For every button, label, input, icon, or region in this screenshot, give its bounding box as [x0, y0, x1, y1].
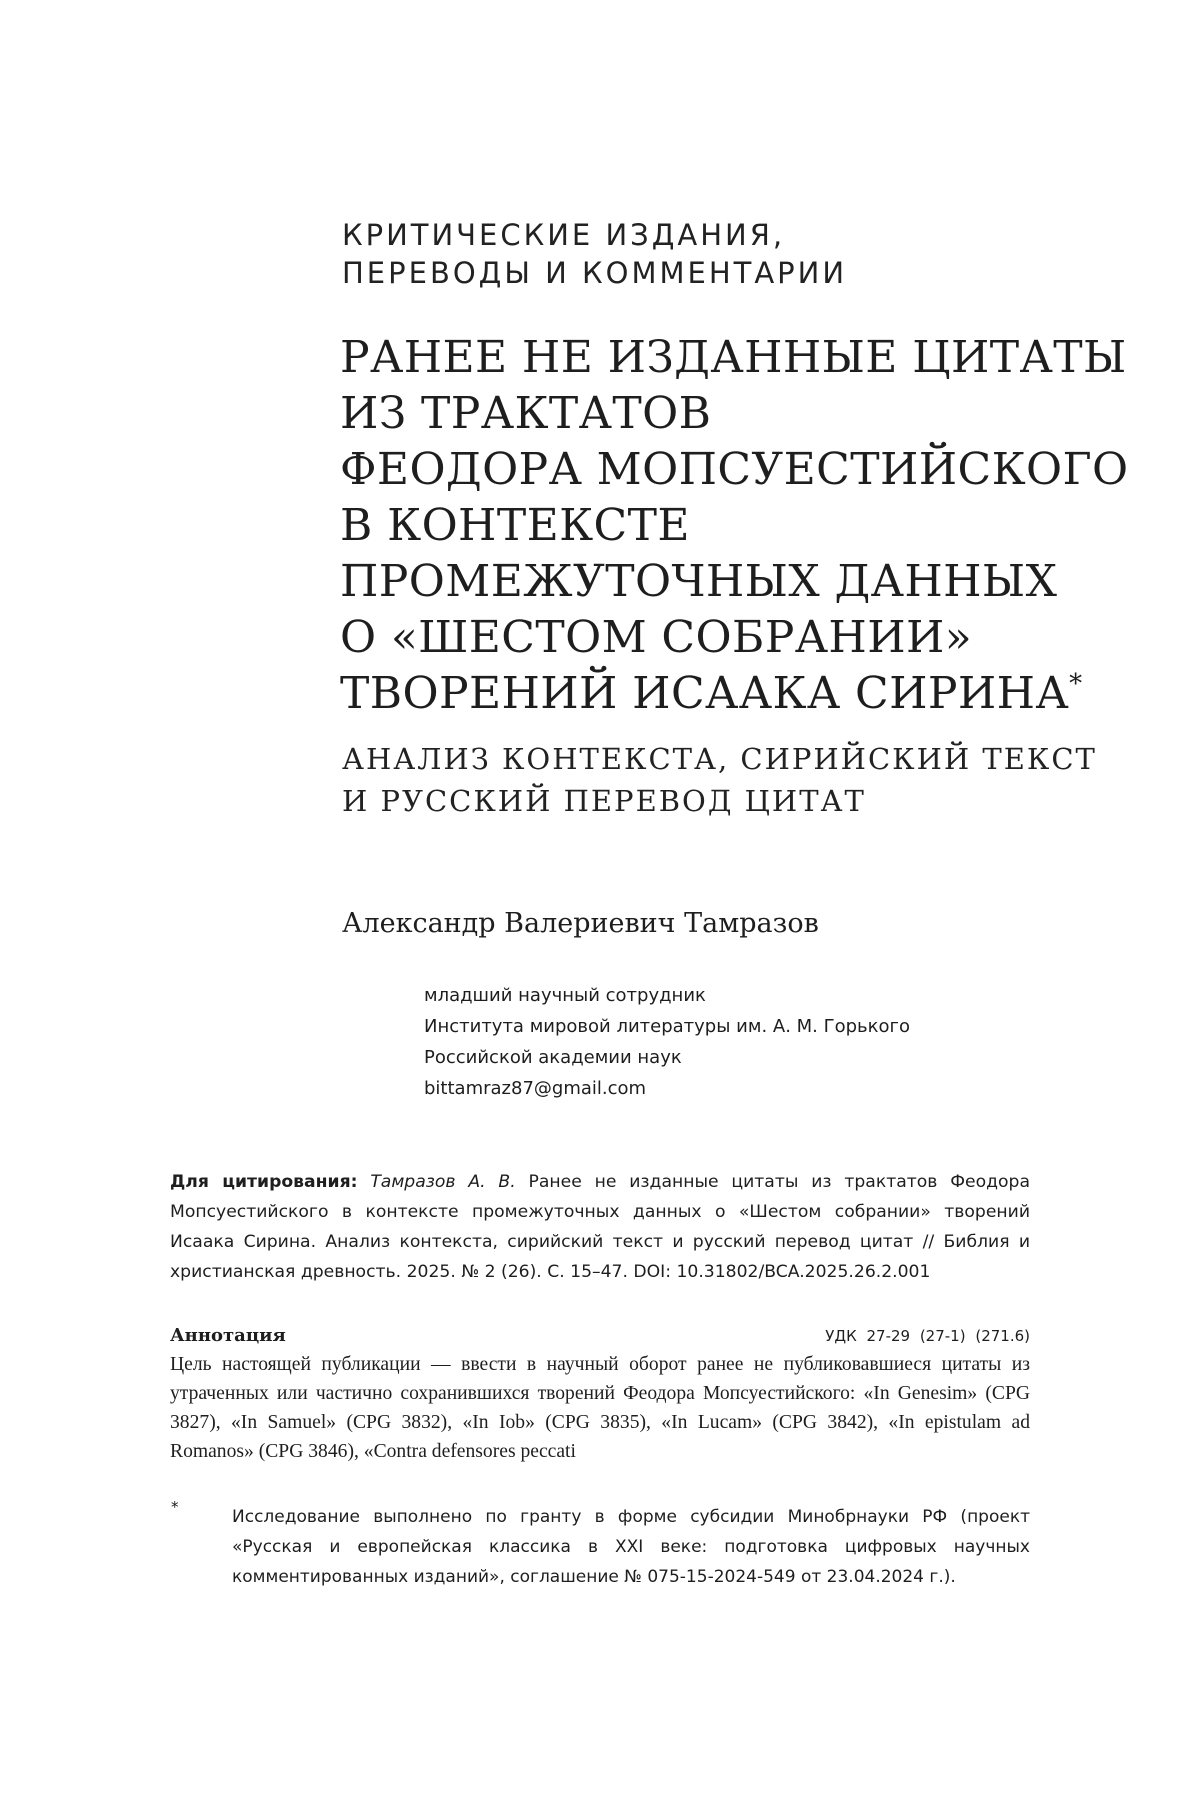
title-line-3: ФЕОДОРА МОПСУЕСТИЙСКОГО: [340, 444, 1129, 495]
author-name: Александр Валериевич Тамразов: [342, 908, 819, 939]
subtitle-line-1: АНАЛИЗ КОНТЕКСТА, СИРИЙСКИЙ ТЕКСТ: [342, 742, 1097, 776]
title-line-7-text: ТВОРЕНИЙ ИСААКА СИРИНА: [340, 668, 1070, 719]
title-footnote-mark[interactable]: *: [1069, 669, 1083, 699]
title-line-7: [340, 666, 1160, 722]
author-position: младший научный сотрудник: [424, 985, 706, 1006]
section-rubric-line-1: КРИТИЧЕСКИЕ ИЗДАНИЯ,: [342, 218, 786, 252]
section-rubric-line-2: ПЕРЕВОДЫ И КОММЕНТАРИИ: [342, 256, 848, 290]
author-email[interactable]: bittamraz87@gmail.com: [424, 1078, 647, 1099]
citation-label: Для цитирования:: [170, 1172, 358, 1192]
author-academy: Российской академии наук: [424, 1047, 682, 1068]
udc-code: УДК 27-29 (27-1) (271.6): [825, 1327, 1030, 1345]
abstract-header: [170, 1322, 1030, 1350]
article-subtitle: [342, 738, 1142, 822]
article-title: [340, 330, 1160, 722]
title-line-5: ПРОМЕЖУТОЧНЫХ ДАННЫХ: [340, 556, 1058, 607]
title-line-6: О «ШЕСТОМ СОБРАНИИ»: [340, 612, 973, 663]
title-line-4: В КОНТЕКСТЕ: [340, 500, 690, 551]
footnote-text: Исследование выполнено по гранту в форме субсидии Минобрнауки РФ (проект «Русская и европейская классика в XXI веке: подготовка цифровых научных комментированных изданий», соглашение № 075-15-2024-549 от 23.04.2024 г.).: [232, 1507, 1030, 1587]
section-rubric: [342, 216, 1062, 292]
title-line-1: РАНЕЕ НЕ ИЗДАННЫЕ ЦИТАТЫ: [340, 332, 1127, 383]
citation-text: Ранее не изданные цитаты из трактатов Феодора Мопсуестийского в контексте промежуточных данных о «Шестом собрании» творений Исаака Сирина. Анализ контекста, сирийский текст и русский перевод цитат // Библия и христианская древность. 2025. № 2 (26). С. 15–47. DOI: 10.31802/BCA.2025.26.2.001: [170, 1172, 1030, 1282]
title-line-2: ИЗ ТРАКТАТОВ: [340, 388, 712, 439]
footnote-marker: *: [171, 1498, 179, 1516]
subtitle-line-2: И РУССКИЙ ПЕРЕВОД ЦИТАТ: [342, 784, 866, 818]
citation-author: Тамразов А. В.: [370, 1172, 516, 1192]
author-affiliation: [424, 980, 910, 1104]
citation-block: [170, 1167, 1030, 1287]
abstract-label: Аннотация: [170, 1325, 286, 1346]
abstract-text: Цель настоящей публикации — ввести в научный оборот ранее не публиковавшиеся цитаты из утраченных или частично сохранившихся творений Феодора Мопсуестийского: «In Genesim» (CPG 3827), «In Samuel» (CPG 3832), «In Iob» (CPG 3835), «In Lucam» (CPG 3842), «In epistulam ad Romanos» (CPG 3846), «Contra defensores peccati: [170, 1354, 1030, 1462]
author-institute: Института мировой литературы им. А. М. Горького: [424, 1016, 910, 1037]
